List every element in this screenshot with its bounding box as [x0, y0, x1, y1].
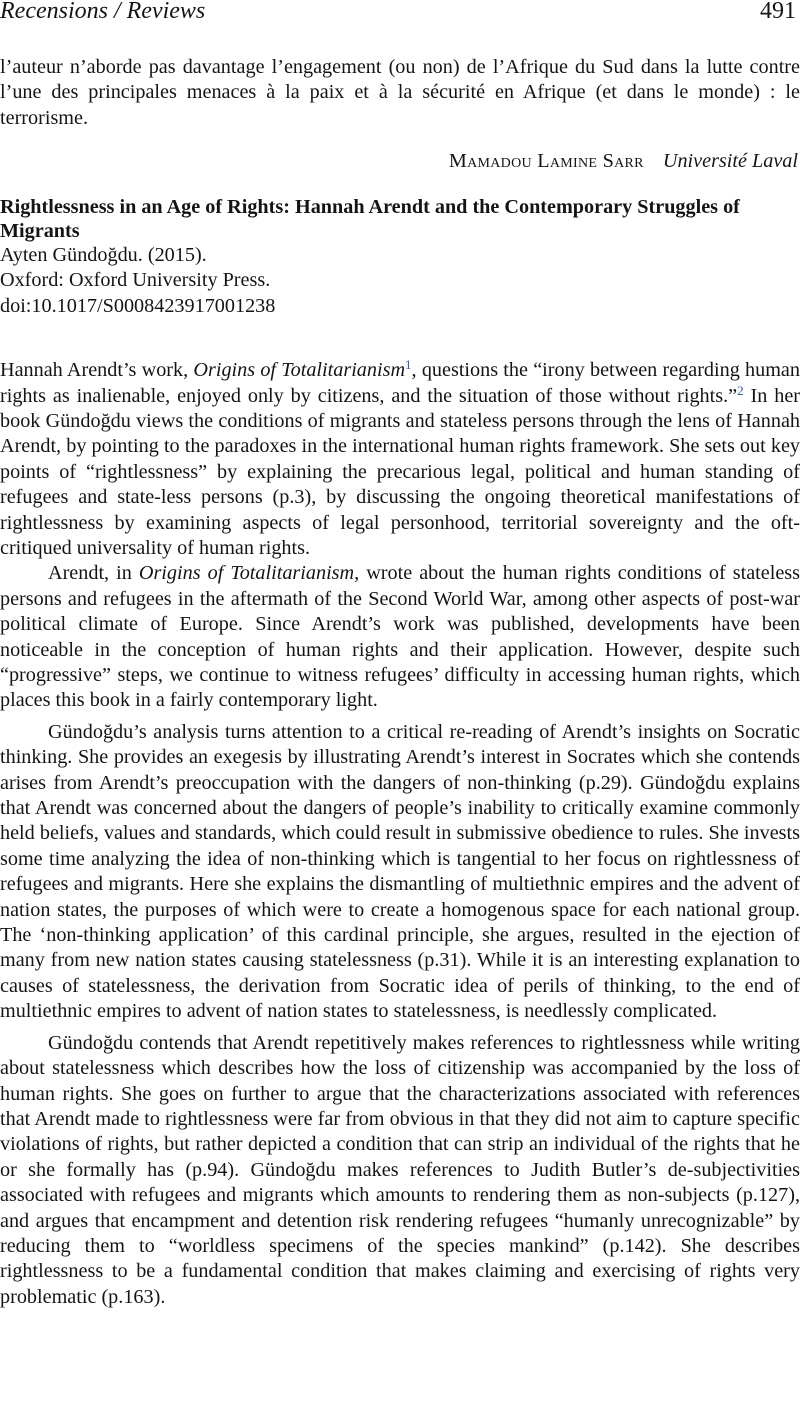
review-paragraph-2: Arendt, in Origins of Totalitarianism, wrote about the human rights conditions of stateless persons and refugees in the aftermath of the Second World War, among other aspects of post-war political climate of Europe. Since Arendt’s work was published, developments have been noticeable in the conception of human rights and their application. However, despite such “progressive” steps, we continue to witness refugees’ difficulty in accessing human rights, which places this book in a fairly contemporary light.: [0, 562, 800, 712]
reviewer-signature: [0, 149, 800, 174]
footnote-ref-1[interactable]: 1: [405, 357, 412, 373]
footnote-ref-2[interactable]: 2: [737, 382, 744, 398]
book-title: Rightlessness in an Age of Rights: Hannah Arendt and the Contemporary Struggles of Migrants: [0, 195, 740, 242]
review-paragraph-1: Hannah Arendt’s work, Origins of Totalitarianism$^1$, questions the “irony between regarding human rights as inalienable, enjoyed only by citizens, and the situation of those without rights.”$^2$ In her book Gündoğdu views the conditions of migrants and stateless persons through the lens of Hannah Arendt, by pointing to the paradoxes in the international human rights framework. She sets out key points of “rightlessness” by explaining the precarious legal, political and human standing of refugees and state-less persons (p.3), by discussing the ongoing theoretical manifestations of rightlessness by examining aspects of legal personhood, territorial sovereignty and the oft-critiqued universality of human rights.: [0, 357, 800, 559]
book-author-year: Ayten Gündoğdu. (2015).: [0, 243, 207, 266]
book-citation: [0, 195, 800, 320]
running-head: [0, 0, 800, 25]
reviewer-name: Mamadou Lamine Sarr: [448, 150, 644, 173]
reviewer-institution: Université Laval: [662, 150, 798, 173]
book-publisher: Oxford: Oxford University Press.: [0, 269, 271, 292]
review-paragraph-3: Gündoğdu’s analysis turns attention to a critical re-reading of Arendt’s insights on Socratic thinking. She provides an exegesis by illustrating Arendt’s interest in Socrates which she contends arises from Arendt’s preoccupation with the dangers of non-thinking (p.29). Gündoğdu explains that Arendt was concerned about the dangers of people’s inability to critically examine commonly held beliefs, values and standards, which could result in submissive obedience to rules. She invests some time analyzing the idea of non-thinking which is tangential to her focus on rightlessness of refugees and migrants. Here she explains the dismantling of multiethnic empires and the advent of nation states, the purposes of which were to create a homogenous space for each national group. The ‘non-thinking application’ of this cardinal principle, she argues, resulted in the ejection of many from new nation states causing statelessness (p.31). While it is an interesting explanation to causes of statelessness, the derivation from Socratic idea of perils of thinking, to the end of multiethnic empires to advent of nation states to statelessness, is needlessly complicated.: [0, 720, 800, 1023]
book-doi[interactable]: doi:10.1017/S0008423917001238: [0, 294, 276, 317]
cited-work-title: Origins of Totalitarianism: [138, 562, 355, 585]
previous-review-closing-paragraph: l’auteur n’aborde pas davantage l’engagement (ou non) de l’Afrique du Sud dans la lutte contre l’une des principales menaces à la paix et à la sécurité en Afrique (et dans le monde) : le terrorisme.: [0, 56, 800, 129]
cited-work-title: Origins of Totalitarianism: [193, 359, 406, 382]
page-number: 491: [760, 0, 796, 24]
review-paragraph-4: Gündoğdu contends that Arendt repetitively makes references to rightlessness while writing about statelessness which describes how the loss of citizenship was accompanied by the loss of human rights. She goes on further to argue that the characterizations associated with references that Arendt made to rightlessness were far from obvious in that they did not aim to capture specific violations of rights, but rather depicted a condition that can strip an individual of the rights that he or she formally has (p.94). Gündoğdu makes references to Judith Butler’s de-subjectivities associated with refugees and migrants which amounts to rendering them as non-subjects (p.127), and argues that encampment and detention risk rendering refugees “humanly unrecognizable” by reducing them to “worldless specimens of the species mankind” (p.142). She describes rightlessness to be a fundamental condition that makes claiming and exercising of rights very problematic (p.163).: [0, 1031, 800, 1308]
journal-section-title: Recensions / Reviews: [0, 0, 206, 24]
